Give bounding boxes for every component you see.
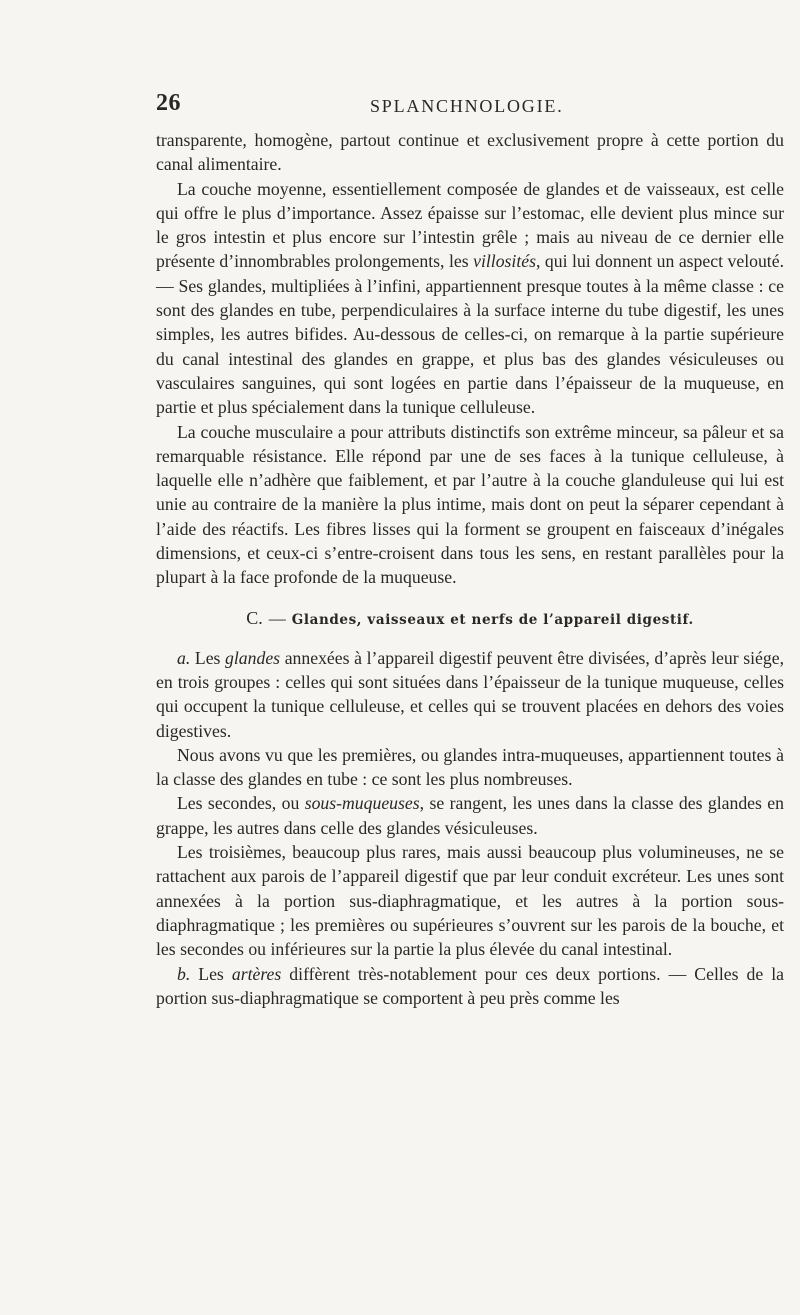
paragraph-text: La couche moyenne, essentiellement composée de glandes et de vaisseaux, est celle qui offre le plus d’importance. Assez épaisse sur l’estomac, elle devient plus mince sur le gros intestin et plus encore sur l’intestin grêle ; mais au niveau de ce dernier elle présente d’innombrables prolongements, les [156, 178, 784, 272]
italic-term: artères [231, 963, 282, 984]
paragraph-text: transparente, homogène, partout continue et exclusivement propre à cette portion du canal alimentaire. [156, 130, 784, 175]
paragraph-text: Nous avons vu que les premières, ou glandes intra-muqueuses, appartiennent toutes à la classe des glandes en tube : ce sont les plus nombreuses. [156, 744, 784, 790]
body-text [156, 128, 784, 1010]
paragraph-text: Les secondes, ou [177, 793, 305, 814]
paragraph-premieres [156, 743, 784, 792]
paragraph-couche-musculaire [156, 420, 784, 590]
paragraph-text: diffèrent très-notablement pour ces deux portions. — Celles de la portion sus-diaphragmatique se comportent à peu près comme les [156, 963, 784, 1008]
paragraph-text: La couche musculaire a pour attributs distinctifs son extrême minceur, sa pâleur et sa remarquable résistance. Elle répond par une de ses faces à la tunique celluleuse, à laquelle elle n’adhère que faiblement, et par l’autre à la couche glanduleuse qui lui est unie au contraire de la manière la plus intime, mais dont on peut la séparer cependant à l’aide des réactifs. Les fibres lisses qui la forment se groupent en faisceaux d’inégales dimensions, et ceux-ci s’entre-croisent dans tous les sens, en restant parallèles pour la plupart à la face profonde de la muqueuse. [156, 421, 784, 588]
paragraph-text: , se rangent, les unes dans la classe des glandes en grappe, les autres dans celle des glandes vésiculeuses. [156, 793, 785, 838]
italic-term: glandes [225, 647, 281, 668]
item-label: a. [177, 647, 191, 668]
section-letter: C. [246, 607, 263, 628]
paragraph-arteres [156, 962, 784, 1011]
running-title: SPLANCHNOLOGIE. [370, 96, 564, 116]
italic-term: villosités [473, 251, 536, 272]
section-dash: — [268, 608, 286, 628]
paragraph-secondes [156, 791, 784, 840]
paragraph-text: annexées à l’appareil digestif peuvent être divisées, d’après leur siége, en trois groupes : celles qui sont situées dans l’épaisseur de la tunique muqueuse, celles qui occupent la tunique celluleuse, et celles qui se trouvent placées en dehors des voies digestives. [156, 647, 784, 741]
page-header [156, 90, 784, 124]
section-title: Glandes, vaisseaux et nerfs de l’appareil digestif. [291, 611, 694, 628]
paragraph-continuation [156, 128, 784, 177]
paragraph-text: , qui lui donnent un aspect velouté. — Ses glandes, multipliées à l’infini, appartiennent presque toutes à la même classe : ce sont des glandes en tube, perpendiculaires à la surface interne du tube digestif, les unes simples, les autres bifides. Au-dessous de celles-ci, on remarque à la partie supérieure du canal intestinal des glandes en grappe, et plus bas des glandes vésiculeuses ou vasculaires sanguines, qui sont logées en partie dans l’épaisseur de la muqueuse, en partie et plus spécialement dans la tunique celluleuse. [156, 251, 784, 418]
section-heading [156, 607, 784, 631]
paragraph-text: Les [190, 963, 232, 984]
page-number: 26 [156, 90, 181, 116]
paragraph-text: Les [190, 647, 226, 668]
paragraph-troisiemes [156, 840, 784, 961]
paragraph-text: Les troisièmes, beaucoup plus rares, mais aussi beaucoup plus volumineuses, ne se rattachent aux parois de l’appareil digestif que par leur conduit excréteur. Les unes sont annexées à la portion sus-diaphragmatique, et les autres à la portion sous-diaphragmatique ; les premières ou supérieures s’ouvrent sur les parois de la bouche, et les secondes ou inférieures sur la partie la plus élevée du canal intestinal. [156, 842, 784, 960]
italic-term: sous-muqueuses [304, 793, 420, 814]
paragraph-glandes [156, 646, 784, 743]
item-label: b. [177, 963, 191, 984]
paragraph-couche-moyenne [156, 177, 784, 420]
